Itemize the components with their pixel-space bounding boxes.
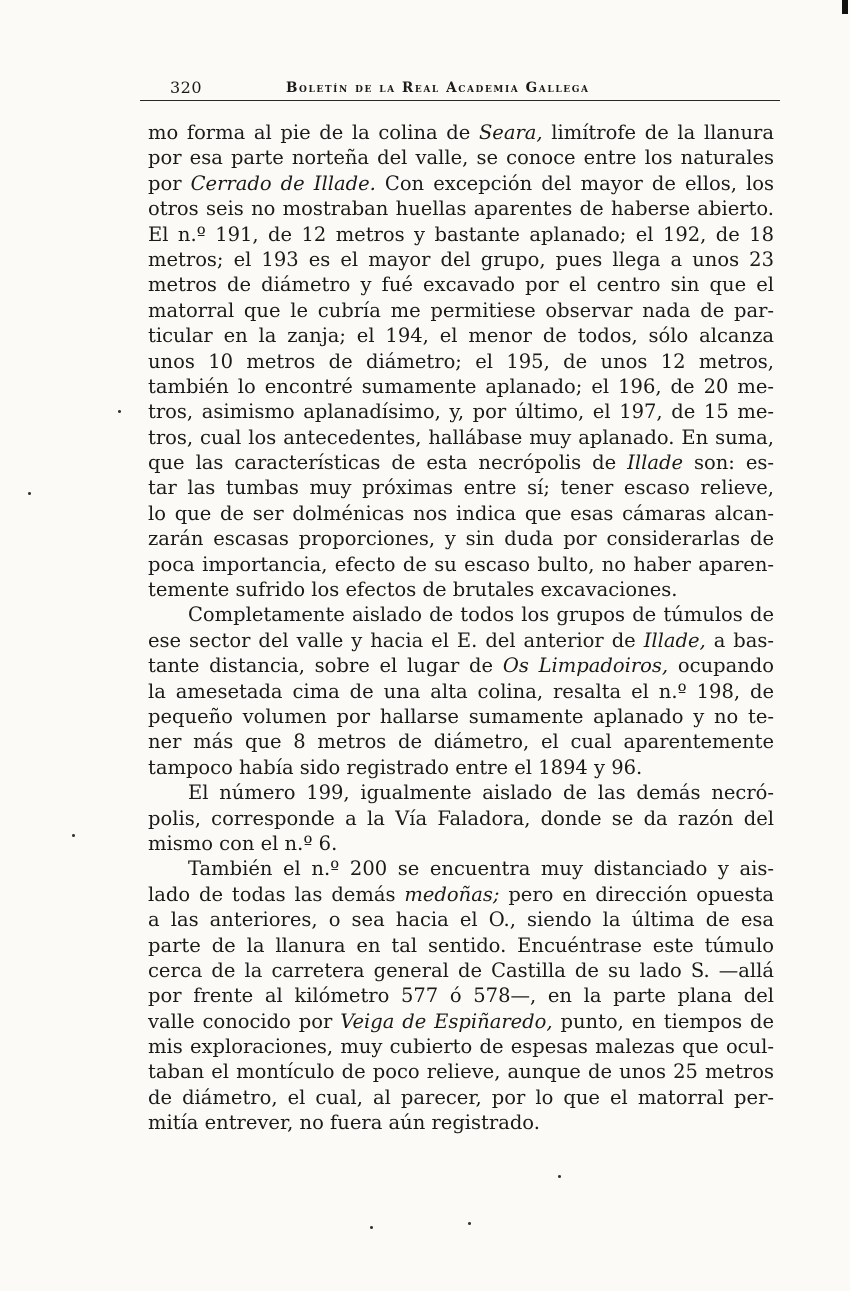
text-line: otros seis no mostraban huellas aparentes de haberse abierto. xyxy=(148,197,774,221)
text-line: El número 199, igualmente aislado de las demás necró- xyxy=(188,781,774,805)
scan-speck xyxy=(118,410,121,413)
text-line: la amesetada cima de una alta colina, resalta el n.º 198, de xyxy=(148,679,774,703)
text-line: metros; el 193 es el mayor del grupo, pues llega a unos 23 xyxy=(148,247,774,271)
text-line: ese sector del valle y hacia el E. del anterior de Illade, a bas- xyxy=(148,628,774,652)
text-line: tante distancia, sobre el lugar de Os Limpadoiros, ocupando xyxy=(148,654,774,678)
scan-speck xyxy=(558,1175,561,1178)
running-title: Boletín de la Real Academia Gallega xyxy=(286,80,590,96)
paragraph xyxy=(148,602,774,780)
text-line: tros, cual los antecedentes, hallábase muy aplanado. En suma, xyxy=(148,425,774,449)
text-line: tampoco había sido registrado entre el 1894 y 96. xyxy=(148,755,643,779)
text-line: polis, corresponde a la Vía Faladora, donde se da razón del xyxy=(148,806,774,830)
paragraph xyxy=(148,856,774,1135)
text-line: metros de diámetro y fué excavado por el centro sin que el xyxy=(148,273,774,297)
text-line: también lo encontré sumamente aplanado; el 196, de 20 me- xyxy=(148,374,774,398)
italic-term: Illade xyxy=(627,451,683,475)
scan-speck xyxy=(468,1222,471,1225)
scan-speck xyxy=(72,834,75,837)
text-line: El n.º 191, de 12 metros y bastante aplanado; el 192, de 18 xyxy=(148,222,774,246)
text-line: a las anteriores, o sea hacia el O., siendo la última de esa xyxy=(148,908,774,932)
text-line: zarán escasas proporciones, y sin duda por considerarlas de xyxy=(148,527,774,551)
text-line: unos 10 metros de diámetro; el 195, de unos 12 metros, xyxy=(148,349,774,373)
text-line: cerca de la carretera general de Castilla de su lado S. —allá xyxy=(148,958,774,982)
text-line: valle conocido por Veiga de Espiñaredo, punto, en tiempos de xyxy=(148,1009,774,1033)
italic-term: medoñas; xyxy=(404,882,500,906)
text-line: tros, asimismo aplanadísimo, y, por último, el 197, de 15 me- xyxy=(148,400,774,424)
text-line: tar las tumbas muy próximas entre sí; tener escaso relieve, xyxy=(148,476,774,500)
text-line: poca importancia, efecto de su escaso bulto, no haber aparen- xyxy=(148,552,774,576)
italic-term: Os Limpadoiros, xyxy=(502,654,669,678)
text-line: mismo con el n.º 6. xyxy=(148,831,338,855)
text-line: pequeño volumen por hallarse sumamente aplanado y no te- xyxy=(148,704,774,728)
text-line: por Cerrado de Illade. Con excepción del mayor de ellos, los xyxy=(148,171,774,195)
text-line: que las características de esta necrópolis de Illade son: es- xyxy=(148,451,774,475)
text-line: por frente al kilómetro 577 ó 578—, en la parte plana del xyxy=(148,984,774,1008)
paragraph xyxy=(148,780,774,856)
text-line: matorral que le cubría me permitiese observar nada de par- xyxy=(148,298,774,322)
body-text xyxy=(148,120,774,1136)
page-number: 320 xyxy=(170,78,203,97)
text-line: temente sufrido los efectos de brutales excavaciones. xyxy=(148,578,678,602)
italic-term: Veiga de Espiñaredo, xyxy=(340,1009,553,1033)
text-line: También el n.º 200 se encuentra muy distanciado y ais- xyxy=(188,857,774,881)
text-line: lado de todas las demás medoñas; pero en dirección opuesta xyxy=(148,882,774,906)
italic-term: Seara, xyxy=(478,121,543,144)
text-line: parte de la llanura en tal sentido. Encuéntrase este túmulo xyxy=(148,933,774,957)
paragraph xyxy=(148,120,774,602)
scan-speck xyxy=(370,1226,373,1229)
text-line: lo que de ser dolménicas nos indica que esas cámaras alcan- xyxy=(148,501,774,525)
page-header xyxy=(140,74,780,101)
text-line: mo forma al pie de la colina de Seara, limítrofe de la llanura xyxy=(148,121,774,144)
text-line: mis exploraciones, muy cubierto de espesas malezas que ocul- xyxy=(148,1035,774,1059)
text-line: ner más que 8 metros de diámetro, el cual aparentemente xyxy=(148,730,774,754)
italic-term: Cerrado de Illade. xyxy=(190,171,376,195)
italic-term: Illade, xyxy=(643,628,706,652)
text-line: de diámetro, el cual, al parecer, por lo que el matorral per- xyxy=(148,1085,774,1109)
text-line: mitía entrever, no fuera aún registrado. xyxy=(148,1111,540,1135)
text-line: ticular en la zanja; el 194, el menor de todos, sólo alcanza xyxy=(148,324,774,348)
text-line: Completamente aislado de todos los grupos de túmulos de xyxy=(188,603,774,627)
text-line: por esa parte norteña del valle, se conoce entre los naturales xyxy=(148,146,774,170)
scan-edge-mark xyxy=(842,0,848,14)
text-line: taban el montículo de poco relieve, aunque de unos 25 metros xyxy=(148,1060,774,1084)
scan-speck xyxy=(28,492,31,495)
